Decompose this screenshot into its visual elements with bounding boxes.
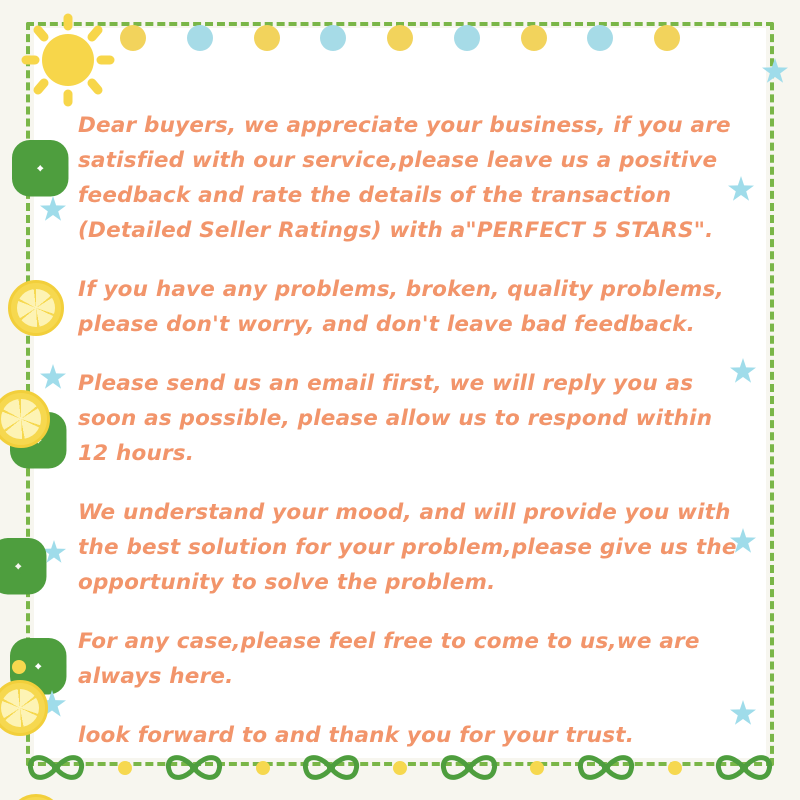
clover-icon: [12, 140, 68, 196]
clover-icon: [0, 538, 46, 594]
dot-icon: [12, 660, 26, 674]
lemon-slice-icon: [8, 280, 64, 336]
paragraph-5: For any case,please feel free to come to us,we are always here.: [78, 629, 700, 689]
message-text-block: [78, 108, 738, 753]
lemon-slice-icon: [8, 794, 64, 800]
paragraph-6: look forward to and thank you for your trust.: [78, 723, 635, 748]
paragraph-1: Dear buyers, we appreciate your business, if you are satisfied with our service,please leave us a positive feedback and rate the details of the transaction (Detailed Seller Ratings) with a"PERFECT 5 STARS".: [78, 113, 731, 243]
paragraph-4: We understand your mood, and will provide you with the best solution for your problem,please give us the opportunity to solve the problem.: [78, 500, 737, 595]
paragraph-2: If you have any problems, broken, quality problems, please don't worry, and don't leave bad feedback.: [78, 277, 724, 337]
paragraph-3: Please send us an email first, we will reply you as soon as possible, please allow us to respond within 12 hours.: [78, 371, 713, 466]
sun-icon: [16, 10, 126, 120]
